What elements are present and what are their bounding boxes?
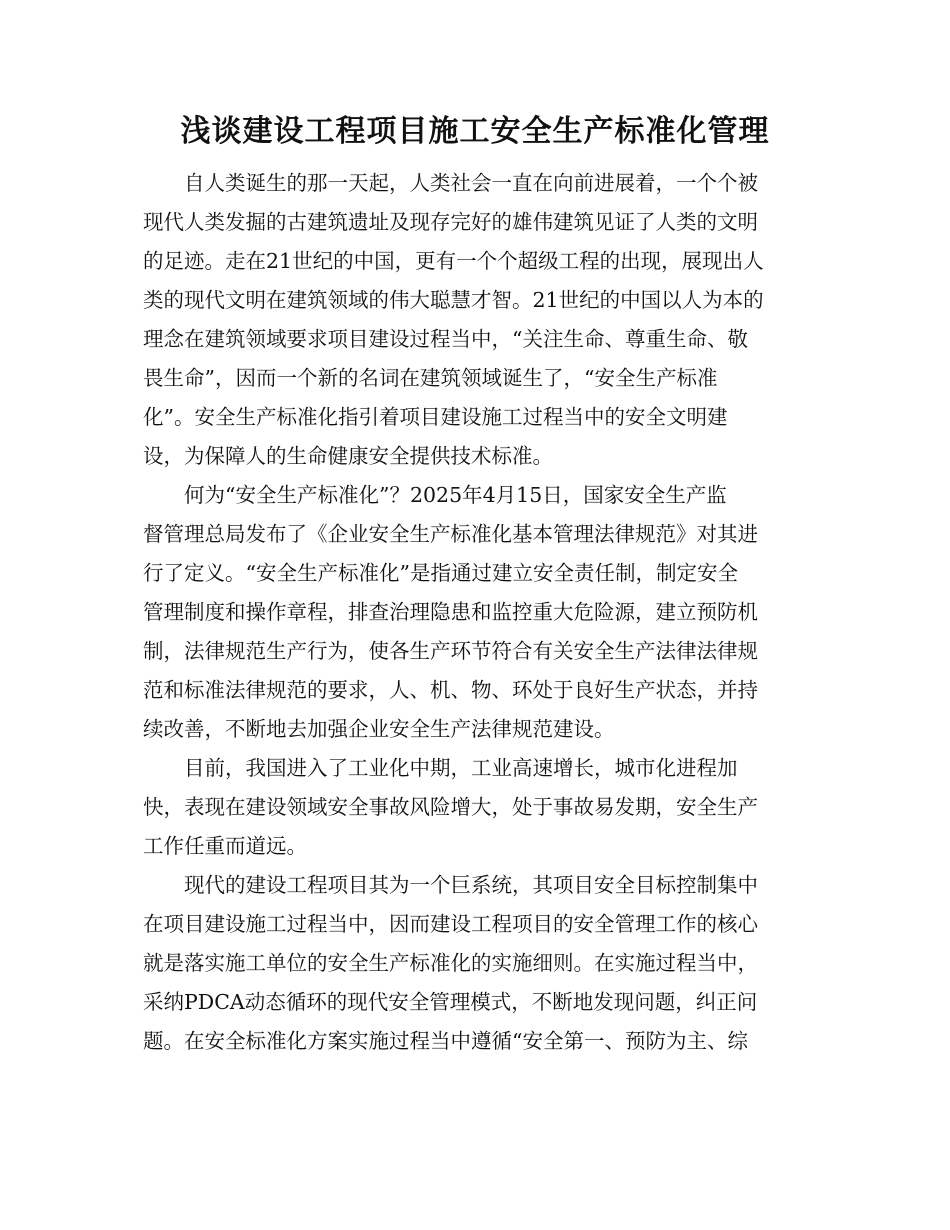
paragraph-line: 畏生命”，因而一个新的名词在建筑领域诞生了，“安全生产标准 [143,366,718,390]
paragraph-line: 工作任重而道远。 [143,834,307,858]
paragraph-line: 目前，我国进入了工业化中期，工业高速增长，城市化进程加 [184,756,738,780]
paragraph-2 [143,476,807,749]
paragraph-line: 题。在安全标准化方案实施过程当中遵循“安全第一、预防为主、综 [143,1029,748,1053]
paragraph-line: 化”。安全生产标准化指引着项目建设施工过程当中的安全文明建 [143,405,728,429]
paragraph-line: 行了定义。“安全生产标准化”是指通过建立安全责任制，制定安全 [143,561,738,585]
paragraph-1 [143,164,807,476]
paragraph-3 [143,749,807,866]
paragraph-line: 现代的建设工程项目其为一个巨系统，其项目安全目标控制集中 [184,873,758,897]
paragraph-line: 自人类诞生的那一天起，人类社会一直在向前进展着，一个个被 [184,171,758,195]
paragraph-line: 快，表现在建设领域安全事故风险增大，处于事故易发期，安全生产 [143,795,758,819]
paragraph-line: 采纳PDCA动态循环的现代安全管理模式，不断地发现问题，纠正问 [143,990,758,1014]
paragraph-line: 范和标准法律规范的要求，人、机、物、环处于良好生产状态，并持 [143,678,758,702]
paragraph-line: 就是落实施工单位的安全生产标准化的实施细则。在实施过程当中， [143,951,758,975]
paragraph-line: 管理制度和操作章程，排查治理隐患和监控重大危险源，建立预防机 [143,600,758,624]
paragraph-line: 现代人类发掘的古建筑遗址及现存完好的雄伟建筑见证了人类的文明 [143,210,758,234]
paragraph-line: 续改善，不断地去加强企业安全生产法律规范建设。 [143,717,615,741]
paragraph-line: 督管理总局发布了《企业安全生产标准化基本管理法律规范》对其进 [143,522,758,546]
paragraph-4 [143,866,807,1061]
paragraph-line: 设，为保障人的生命健康安全提供技术标准。 [143,444,553,468]
paragraph-line: 在项目建设施工过程当中，因而建设工程项目的安全管理工作的核心 [143,912,758,936]
paragraph-line: 的足迹。走在21世纪的中国，更有一个个超级工程的出现，展现出人 [143,249,764,273]
document-title: 浅谈建设工程项目施工安全生产标准化管理 [180,114,770,149]
paragraph-line: 理念在建筑领域要求项目建设过程当中，“关注生命、尊重生命、敬 [143,327,748,351]
paragraph-line: 制，法律规范生产行为，使各生产环节符合有关安全生产法律法律规 [143,639,758,663]
paragraph-line: 何为“安全生产标准化”？2025年4月15日，国家安全生产监 [184,483,727,507]
paragraph-line: 类的现代文明在建筑领域的伟大聪慧才智。21世纪的中国以人为本的 [143,288,764,312]
